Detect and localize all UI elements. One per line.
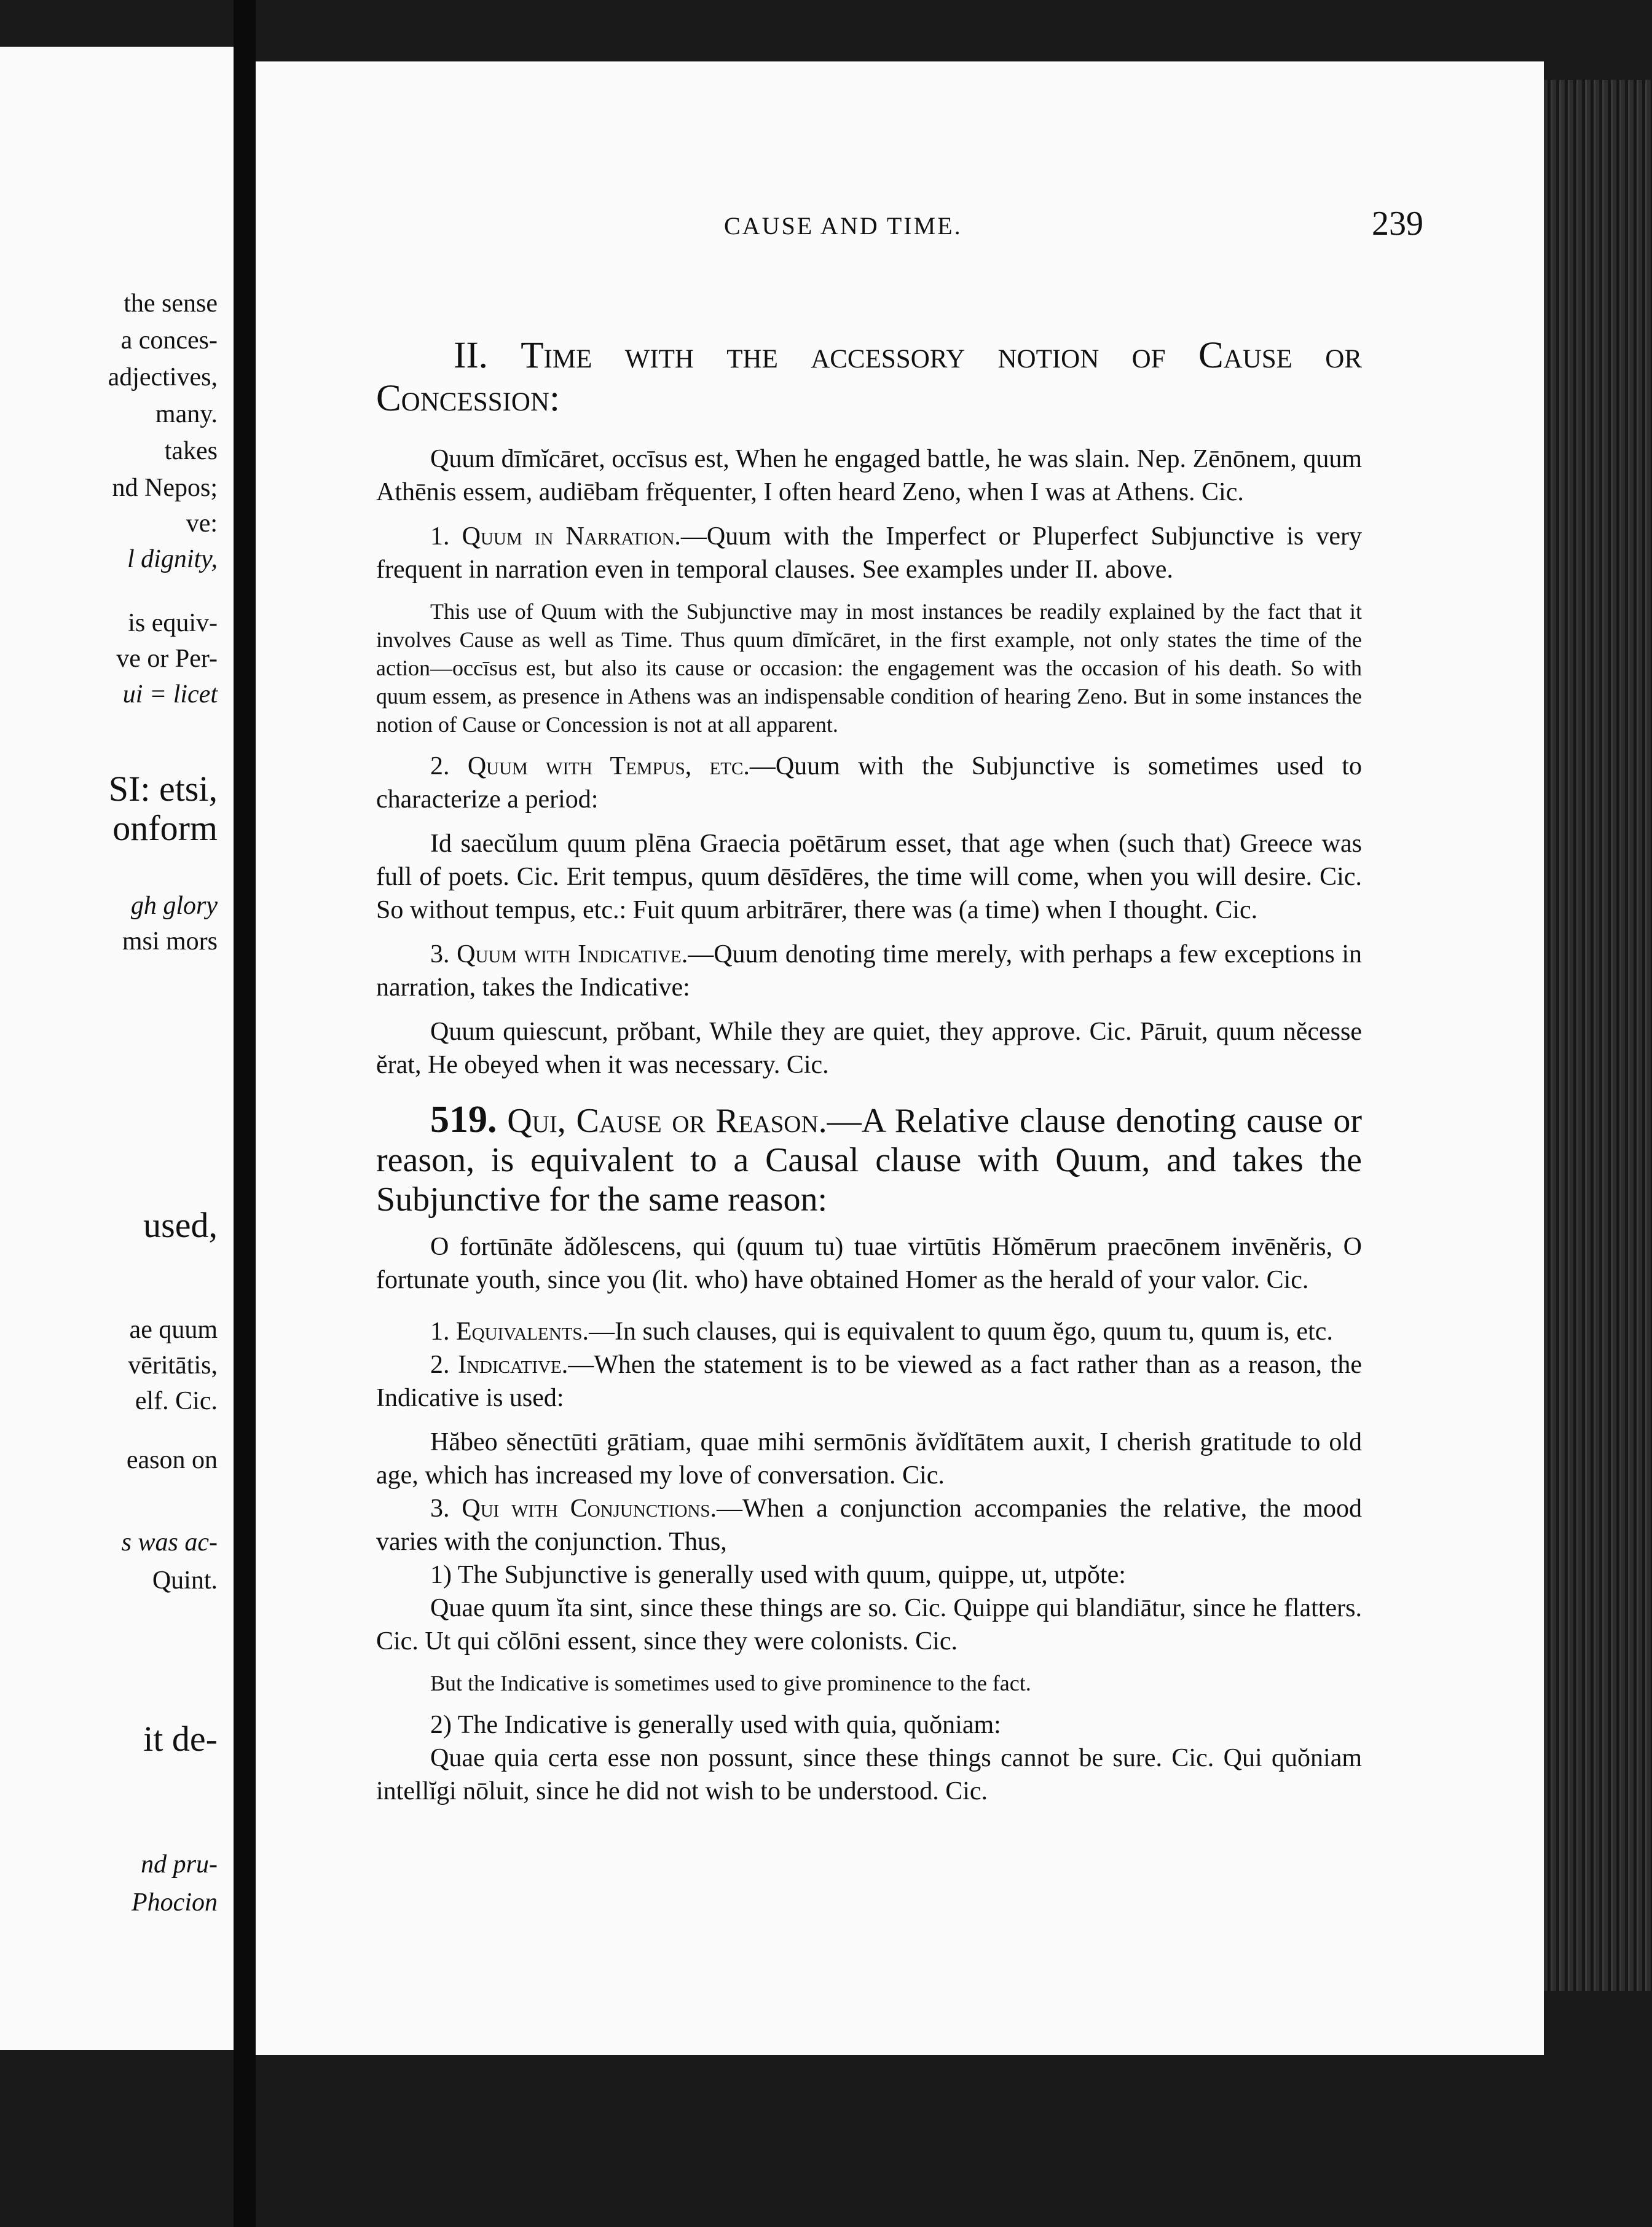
book-gutter: [234, 0, 256, 2227]
example-paragraph: Quae quia certa esse non possunt, since these things cannot be sure. Cic. Qui quŏniam intellĭgi nōluit, since he did not wish to be understood. Cic.: [376, 1744, 1362, 1805]
left-page-line: s was ac-: [121, 1528, 218, 1557]
rule-text: —When the statement is to be viewed as a fact rather than as a reason, the Indicative is used:: [376, 1351, 1362, 1412]
section-label: II.: [454, 335, 488, 376]
left-page-line: SI: etsi,: [108, 769, 218, 809]
left-page-line: ve or Per-: [116, 645, 218, 673]
section-title: Qui, Cause or Reason.: [507, 1102, 827, 1140]
left-page-line: nd pru-: [141, 1850, 218, 1879]
rule-text: —Quum denoting time merely, with perhaps a few exceptions in narration, takes the Indicative:: [376, 940, 1362, 1002]
left-page-line: adjectives,: [108, 363, 218, 391]
rule-text: —When a conjunction accompanies the relative, the mood varies with the conjunction. Thus,: [376, 1494, 1362, 1556]
right-page: [256, 61, 1544, 2055]
page-edges: [1544, 80, 1652, 1991]
left-page-line: elf. Cic.: [135, 1387, 218, 1415]
section-number: 519.: [430, 1099, 497, 1141]
rule-label: 3. Quum with Indicative.: [430, 940, 688, 968]
rule-paragraph: [376, 520, 1362, 586]
example-paragraph: O fortūnāte ădŏlescens, qui (quum tu) tuae virtūtis Hŏmērum praecōnem invēnĕris, O fortunate youth, since you (lit. who) have obtained Homer as the herald of your valor. Cic.: [376, 1233, 1362, 1294]
left-page-line: ae quum: [129, 1316, 218, 1344]
left-page-line: onform: [112, 808, 218, 848]
left-page-line: takes: [164, 437, 218, 465]
section-heading: [376, 334, 1362, 420]
rule-label: 2. Quum with Tempus, etc.: [430, 752, 750, 780]
left-page-line: the sense: [124, 289, 218, 318]
left-page-line: ve:: [186, 509, 218, 538]
running-head: CAUSE AND TIME.: [724, 212, 962, 240]
left-page-line: l dignity,: [127, 545, 218, 573]
rule-text: —Quum with the Imperfect or Pluperfect Subjunctive is very frequent in narration even in temporal clauses. See examples under II. above.: [376, 522, 1362, 584]
rule-paragraph: [376, 938, 1362, 1004]
left-page-line: is equiv-: [128, 609, 218, 637]
rule-text: —In such clauses, qui is equivalent to quum ĕgo, quum tu, quum is, etc.: [589, 1318, 1333, 1346]
rule-paragraph: [376, 750, 1362, 816]
rule-paragraph: [376, 1492, 1362, 1558]
left-page-line: nd Nepos;: [112, 474, 218, 502]
sub-rule: 2) The Indicative is generally used with quia, quŏniam:: [430, 1711, 1001, 1739]
left-page-line: msi mors: [122, 927, 218, 956]
left-page-line: many.: [155, 400, 218, 428]
rule-label: 1. Quum in Narration.: [430, 522, 681, 551]
rule-label: 2. Indicative.: [430, 1351, 568, 1379]
rule-paragraph: [376, 1315, 1362, 1348]
example-paragraph: Quum quiescunt, prŏbant, While they are quiet, they approve. Cic. Pāruit, quum nĕcesse ĕrat, He obeyed when it was necessary. Cic.: [376, 1018, 1362, 1079]
left-page-line: Quint.: [152, 1566, 218, 1595]
section-title: Time with the accessory notion of Cause or Concession:: [376, 335, 1362, 419]
example-paragraph: Quum dīmĭcāret, occīsus est, When he engaged battle, he was slain. Nep. Zēnōnem, quum Athēnis essem, audiēbam frĕquenter, I often heard Zeno, when I was at Athens. Cic.: [376, 445, 1362, 506]
left-page-line: used,: [143, 1205, 218, 1245]
rule-label: 3. Qui with Conjunctions.: [430, 1494, 717, 1523]
left-page-fragment: [0, 47, 234, 2050]
section-519: [376, 1100, 1362, 1219]
example-paragraph: Hăbeo sĕnectūti grātiam, quae mihi sermōnis ăvĭdĭtātem auxit, I cherish gratitude to old age, which has increased my love of conversation. Cic.: [376, 1428, 1362, 1490]
left-page-line: eason on: [126, 1446, 218, 1474]
left-page-line: Phocion: [132, 1888, 218, 1917]
note-paragraph: But the Indicative is sometimes used to give prominence to the fact.: [430, 1671, 1031, 1695]
note-paragraph: This use of Quum with the Subjunctive may in most instances be readily explained by the fact that it involves Cause as well as Time. Thus quum dīmĭcāret, in the first example, not only states the time of the action—occīsus est, but also its cause or occasion: the engagement was the occasion of his death. So with quum essem, as presence in Athens was an indispensable condition of hearing Zeno. But in some instances the notion of Cause or Concession is not at all apparent.: [376, 599, 1362, 737]
left-page-line: a conces-: [120, 326, 218, 355]
example-paragraph: Id saecŭlum quum plēna Graecia poētārum esset, that age when (such that) Greece was full of poets. Cic. Erit tempus, quum dēsīdēres, the time will come, when you will desire. Cic. So without tempus, etc.: Fuit quum arbitrārer, there was (a time) when I thought. Cic.: [376, 830, 1362, 924]
section-text: —A Relative clause denoting cause or reason, is equivalent to a Causal clause with Quum, and takes the Subjunctive for the same reason:: [376, 1102, 1362, 1219]
sub-rule: 1) The Subjunctive is generally used with quum, quippe, ut, utpŏte:: [430, 1561, 1126, 1589]
left-page-line: vēritātis,: [128, 1351, 218, 1380]
left-page-line: it de-: [143, 1719, 218, 1759]
page-number: 239: [1372, 205, 1423, 243]
left-page-line: ui = licet: [122, 680, 218, 709]
left-page-line: gh glory: [130, 892, 218, 920]
rule-paragraph: [376, 1348, 1362, 1415]
rule-label: 1. Equivalents.: [430, 1318, 589, 1346]
rule-text: —Quum with the Subjunctive is sometimes used to characterize a period:: [376, 752, 1362, 814]
example-paragraph: Quae quum ĭta sint, since these things are so. Cic. Quippe qui blandiātur, since he flatters. Cic. Ut qui cŏlōni essent, since they were colonists. Cic.: [376, 1594, 1362, 1656]
page-body: [376, 334, 1362, 1808]
